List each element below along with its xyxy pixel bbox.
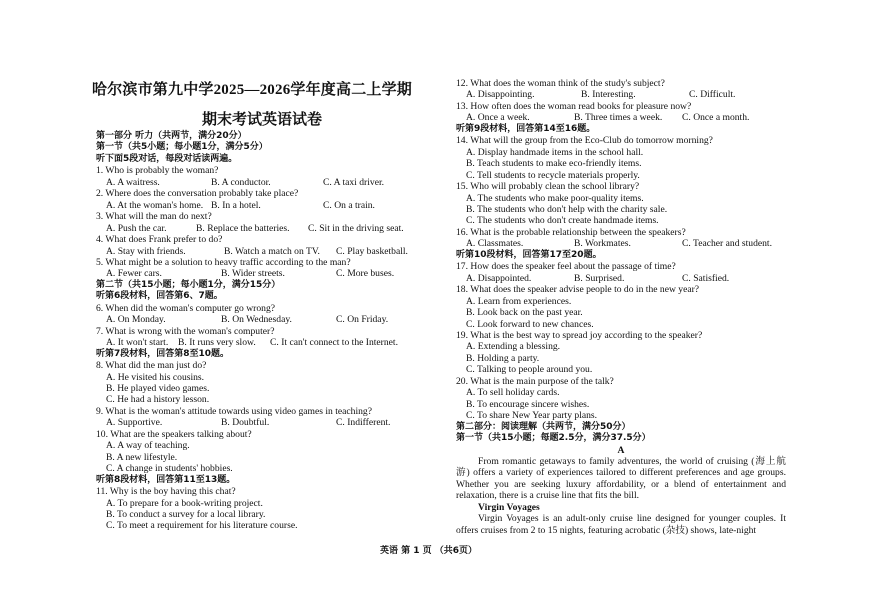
option-c: C. Tell students to recycle materials properly. (466, 169, 640, 181)
part1-section1-header: 第一节（共5小题；每小题1分，满分5分） (96, 142, 268, 153)
question-17 (456, 261, 786, 284)
part1-section1-instructions: 听下面5段对话，每段对话读两遍。 (96, 153, 238, 164)
question-text: 20. What is the main purpose of the talk? (456, 375, 614, 387)
option-b: B. Holding a party. (466, 352, 540, 364)
option-c: C. Indifferent. (336, 417, 391, 429)
question-10 (96, 429, 431, 475)
option-b: B. Teach students to make eco-friendly items. (466, 158, 642, 170)
option-c: C. On a train. (323, 199, 375, 211)
right-column (456, 78, 786, 536)
option-c: C. Once a month. (682, 112, 750, 124)
option-c: C. More buses. (336, 268, 395, 280)
passage-subheading: Virgin Voyages (478, 501, 540, 513)
option-b: B. A conductor. (211, 176, 271, 188)
option-b: B. It runs very slow. (178, 337, 256, 349)
part1-header: 第一部分 听力（共两节，满分20分） (96, 131, 247, 141)
option-a: A. Push the car. (106, 222, 167, 234)
option-a: A. Learn from experiences. (466, 295, 572, 307)
option-b: B. Workmates. (574, 238, 631, 250)
option-b: B. A new lifestyle. (106, 451, 178, 463)
option-c: C. The students who don't create handmade items. (466, 215, 659, 227)
option-a: A. To prepare for a book-writing project. (106, 497, 263, 509)
option-c: C. A change in students' hobbies. (106, 463, 233, 475)
question-19 (456, 330, 786, 376)
option-c: C. Teacher and student. (682, 238, 772, 250)
question-16 (456, 227, 786, 250)
option-b: B. To conduct a survey for a local library. (106, 508, 266, 520)
option-c: C. Talking to people around you. (466, 364, 593, 376)
material-6-instructions: 听第6段材料，回答第6、7题。 (96, 291, 223, 302)
question-text: 9. What is the woman's attitude towards using video games in teaching? (96, 405, 372, 417)
question-9 (96, 406, 431, 429)
option-a: A. It won't start. (106, 337, 169, 349)
question-text: 19. What is the best way to spread joy according to the speaker? (456, 329, 703, 341)
option-b: B. Three times a week. (574, 112, 663, 124)
option-c: C. Sit in the driving seat. (308, 222, 404, 234)
question-20 (456, 376, 786, 422)
question-text: 13. How often does the woman read books for pleasure now? (456, 100, 692, 112)
option-a: A. Disappointed. (466, 272, 532, 284)
option-a: A. Supportive. (106, 417, 163, 429)
question-text: 16. What is the probable relationship between the speakers? (456, 226, 686, 238)
question-4 (96, 234, 431, 257)
option-a: A. Once a week. (466, 112, 530, 124)
option-a: A. Fewer cars. (106, 268, 162, 280)
question-13 (456, 101, 786, 124)
option-c: C. A taxi driver. (323, 176, 385, 188)
question-18 (456, 284, 786, 330)
question-text: 4. What does Frank prefer to do? (96, 234, 223, 246)
question-text: 5. What might be a solution to heavy traffic according to the man? (96, 256, 351, 268)
exam-title-line1: 哈尔滨市第九中学2025—2026学年度高二上学期 (92, 82, 413, 98)
question-text: 18. What does the speaker advise people to do in the new year? (456, 284, 700, 296)
option-c: C. He had a history lesson. (106, 394, 210, 406)
question-15 (456, 181, 786, 227)
exam-title-line2: 期末考试英语试卷 (201, 112, 322, 128)
option-c: C. To meet a requirement for his literature course. (106, 520, 298, 532)
option-a: A. At the woman's home. (106, 199, 204, 211)
option-b: B. Look back on the past year. (466, 307, 583, 319)
question-11 (96, 486, 431, 532)
material-8-instructions: 听第8段材料，回答第11至13题。 (96, 474, 236, 485)
option-a: A. Display handmade items in the school hall. (466, 146, 644, 158)
part2-header: 第二部分：阅读理解（共两节，满分50分） (456, 421, 631, 432)
material-9-instructions: 听第9段材料，回答第14至16题。 (456, 123, 596, 134)
option-b: B. Replace the batteries. (196, 222, 290, 234)
option-c: C. It can't connect to the Internet. (270, 337, 398, 349)
question-text: 3. What will the man do next? (96, 211, 212, 223)
option-a: A. To sell holiday cards. (466, 387, 560, 399)
passage-label: A (617, 444, 625, 456)
option-b: B. Interesting. (581, 89, 636, 101)
question-text: 2. Where does the conversation probably take place? (96, 188, 299, 200)
option-b: B. The students who don't help with the charity sale. (466, 203, 668, 215)
question-text: 12. What does the woman think of the study's subject? (456, 78, 665, 89)
question-8 (96, 360, 431, 406)
question-text: 11. Why is the boy having this chat? (96, 486, 236, 498)
passage-paragraph-2: Virgin Voyages is an adult-only cruise line designed for younger couples. It offers cruises from 2 to 15 nights, featuring acrobatic (杂技) shows, late-night (456, 513, 786, 536)
question-12 (456, 78, 786, 101)
question-text: 1. Who is probably the woman? (96, 165, 219, 177)
question-7 (96, 326, 431, 349)
option-c: C. To share New Year party plans. (466, 410, 598, 422)
option-b: B. Watch a match on TV. (224, 245, 320, 257)
option-a: A. Extending a blessing. (466, 341, 561, 353)
material-10-instructions: 听第10段材料，回答第17至20题。 (456, 249, 602, 260)
option-a: A. Stay with friends. (106, 245, 186, 257)
option-b: B. Wider streets. (221, 268, 285, 280)
option-a: A. A way of teaching. (106, 440, 190, 452)
option-a: A. He visited his cousins. (106, 371, 205, 383)
question-6 (96, 303, 431, 326)
option-b: B. Surprised. (574, 272, 625, 284)
question-5 (96, 257, 431, 280)
question-1 (96, 165, 431, 188)
left-column (96, 131, 431, 532)
option-a: A. On Monday. (106, 314, 166, 326)
question-text: 14. What will the group from the Eco-Club do tomorrow morning? (456, 135, 713, 147)
option-b: B. To encourage sincere wishes. (466, 398, 590, 410)
question-3 (96, 211, 431, 234)
option-a: A. Disappointing. (466, 89, 535, 101)
option-b: B. Doubtful. (221, 417, 270, 429)
question-text: 7. What is wrong with the woman's computer? (96, 325, 275, 337)
option-a: A. The students who make poor-quality items. (466, 192, 644, 204)
option-c: C. Difficult. (689, 89, 736, 101)
question-text: 17. How does the speaker feel about the passage of time? (456, 261, 676, 273)
option-b: B. On Wednesday. (221, 314, 292, 326)
passage-paragraph-1: From romantic getaways to family adventures, the world of cruising (海上航游) offers a variety of experiences tailored to different preferences and age groups. Whether you are seeking luxury affordability, or a blend of entertainment and relaxation, there is a cruise line that fits the bill. (456, 455, 786, 502)
part1-section2-header: 第二节（共15小题；每小题1分，满分15分） (96, 279, 281, 290)
option-c: C. Look forward to new chances. (466, 318, 594, 330)
option-b: B. He played video games. (106, 382, 210, 394)
question-14 (456, 135, 786, 181)
question-text: 10. What are the speakers talking about? (96, 428, 252, 440)
option-a: A. Classmates. (466, 238, 524, 250)
question-text: 8. What did the man just do? (96, 360, 207, 372)
page-footer: 英语 第 1 页 （共6页） (380, 546, 478, 556)
part2-section1-header: 第一节（共15小题；每题2.5分，满分37.5分） (456, 433, 651, 444)
option-a: A. A waitress. (106, 176, 160, 188)
question-text: 6. When did the woman's computer go wrong? (96, 302, 275, 314)
option-c: C. On Friday. (336, 314, 389, 326)
option-c: C. Play basketball. (336, 245, 408, 257)
option-b: B. In a hotel. (211, 199, 261, 211)
question-2 (96, 188, 431, 211)
question-text: 15. Who will probably clean the school library? (456, 181, 640, 193)
material-7-instructions: 听第7段材料，回答第8至10题。 (96, 348, 230, 359)
option-c: C. Satisfied. (682, 272, 730, 284)
